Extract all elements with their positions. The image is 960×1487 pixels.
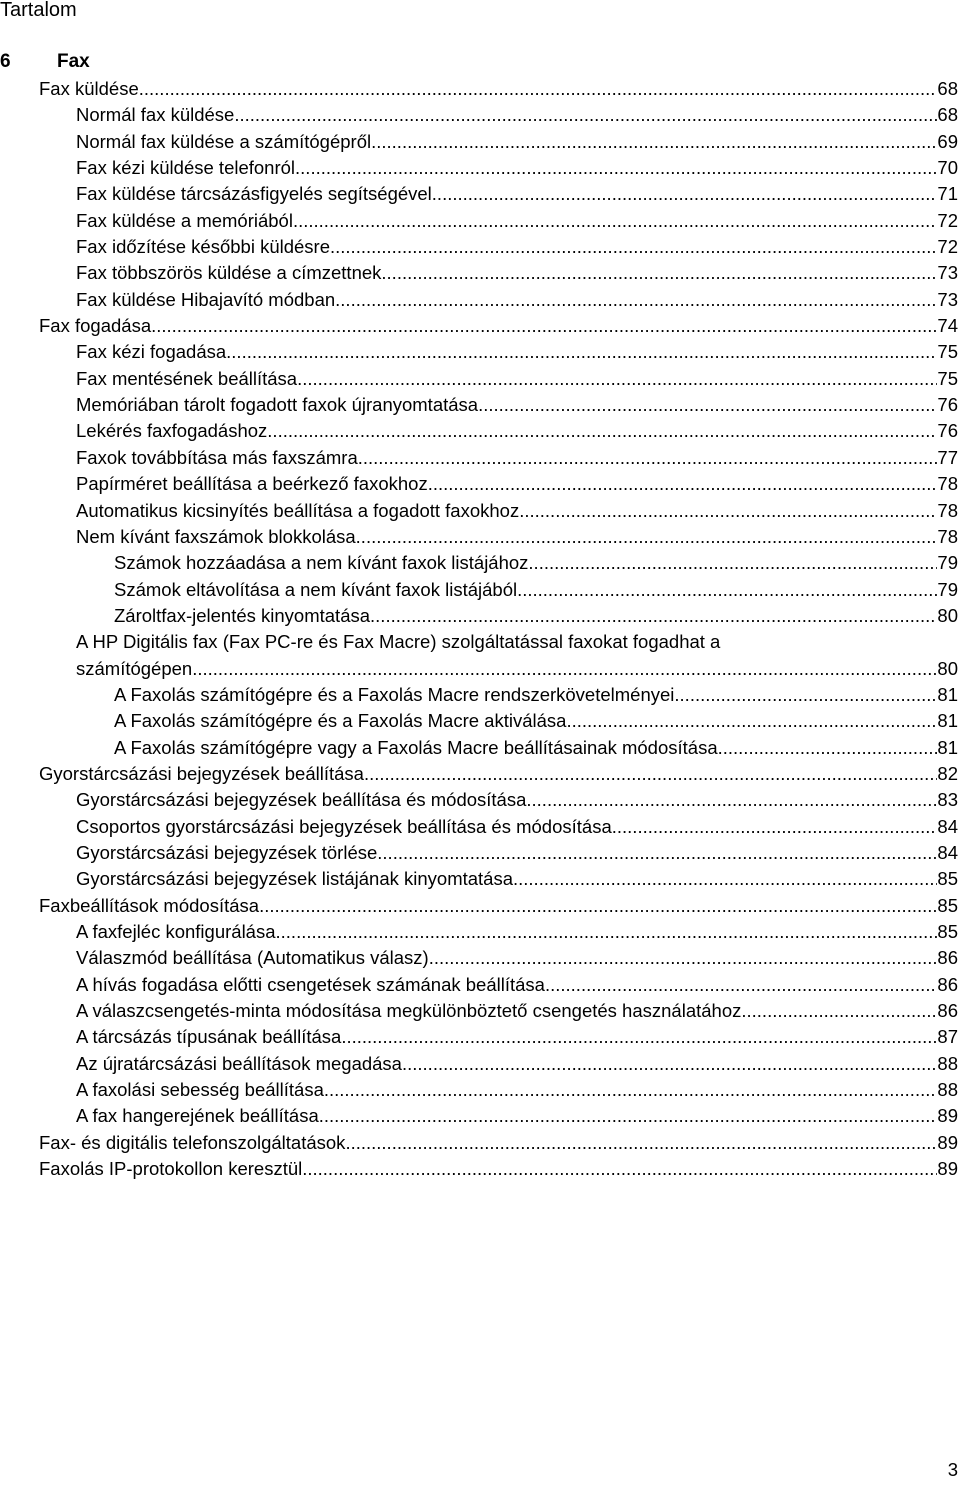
toc-entry-page: 81 [937,683,958,705]
toc-dot-leader [545,972,937,998]
toc-entry-title: Csoportos gyorstárcsázási bejegyzések beállítása és módosítása [76,815,612,837]
toc-entry[interactable] [0,1024,958,1050]
toc-entry-title: Gyorstárcsázási bejegyzések listájának kinyomtatása [76,868,513,890]
toc-entry-page: 72 [937,236,958,258]
toc-entry-title: Fax küldése [39,78,139,99]
toc-entry[interactable] [0,787,958,813]
toc-dot-leader [513,866,937,892]
toc-entry-page: 71 [937,183,958,205]
toc-entry-title: A HP Digitális fax (Fax PC-re és Fax Macre) szolgáltatással faxokat fogadhat a [76,631,721,653]
toc-dot-leader [381,260,937,286]
toc-entry-page: 86 [937,1000,958,1022]
toc-entry-title: Lekérés faxfogadáshoz [76,420,268,442]
toc-entry[interactable] [0,313,958,339]
toc-entry-page: 84 [937,841,958,863]
toc-entry[interactable] [0,656,958,682]
toc-dot-leader [371,129,937,155]
toc-entry-page: 79 [937,578,958,600]
toc-entry[interactable] [0,1130,958,1156]
toc-entry-page: 88 [937,1052,958,1074]
toc-dot-leader [267,418,937,444]
toc-dot-leader [526,787,937,813]
toc-dot-leader [718,735,938,761]
toc-entry[interactable] [0,1051,958,1077]
toc-entry-page: 83 [937,789,958,811]
toc-entry-title: Gyorstárcsázási bejegyzések beállítása [39,762,364,784]
toc-entry-title: Fax- és digitális telefonszolgáltatások [39,1131,346,1153]
toc-entry-title: A faxolási sebesség beállítása [76,1079,324,1101]
toc-entry-page: 89 [937,1131,958,1153]
toc-entry[interactable] [0,471,958,497]
toc-entry-page: 85 [937,894,958,916]
toc-entry[interactable] [0,577,958,603]
toc-entry-title: Faxbeállítások módosítása [39,894,260,916]
toc-entry-title: Fax többszörös küldése a címzettnek [76,262,382,284]
toc-entry-title: Válaszmód beállítása (Automatikus válasz) [76,947,429,969]
table-of-contents [0,76,958,1182]
toc-entry-title: Zároltfax-jelentés kinyomtatása [114,604,371,626]
toc-entry-title: A válaszcsengetés-minta módosítása megkülönböztető csengetés használatához [76,1000,742,1022]
toc-entry[interactable] [0,208,958,234]
toc-entry-page: 68 [937,104,958,126]
toc-entry[interactable] [0,708,958,734]
toc-entry[interactable] [0,155,958,181]
toc-dot-leader [341,1024,937,1050]
toc-entry-page: 80 [937,657,958,679]
toc-entry-title: Fax időzítése későbbi küldésre [76,236,330,258]
toc-entry-title: Faxok továbbítása más faxszámra [76,446,358,468]
toc-entry-title: Számok eltávolítása a nem kívánt faxok listájából [114,578,518,600]
toc-entry-page: 78 [937,525,958,547]
toc-entry[interactable] [0,893,958,919]
toc-dot-leader [377,840,937,866]
page-header-title: Tartalom [0,0,77,21]
toc-dot-leader [302,1156,937,1182]
toc-entry-title: A tárcsázás típusának beállítása [76,1026,342,1048]
toc-entry[interactable] [0,524,958,550]
toc-entry-title: A Faxolás számítógépre és a Faxolás Macre aktiválása [114,710,567,732]
toc-entry[interactable] [0,814,958,840]
toc-entry-page: 86 [937,947,958,969]
toc-dot-leader [566,708,937,734]
toc-dot-leader [519,498,937,524]
toc-entry-page: 86 [937,973,958,995]
toc-entry-page: 79 [937,552,958,574]
toc-entry-page: 85 [937,921,958,942]
toc-entry[interactable] [0,919,958,945]
toc-dot-leader [324,1077,938,1103]
toc-entry[interactable] [0,445,958,471]
toc-dot-leader [364,761,937,787]
toc-entry-title: A fax hangerejének beállítása [76,1105,319,1127]
toc-entry-page: 84 [937,815,958,837]
toc-entry-title: Fax mentésének beállítása [76,367,298,389]
toc-entry-title: Fax küldése tárcsázásfigyelés segítségével [76,183,432,205]
toc-entry-title: Fax kézi fogadása [76,341,227,363]
toc-entry-title: A Faxolás számítógépre vagy a Faxolás Macre beállításainak módosítása [114,736,718,758]
toc-dot-leader [674,682,937,708]
toc-entry-title: Faxolás IP-protokollon keresztül [39,1158,303,1180]
toc-entry-title: Az újratárcsázási beállítások megadása [76,1052,402,1074]
toc-dot-leader [226,339,937,365]
toc-dot-leader [358,445,938,471]
toc-entry[interactable] [0,866,958,892]
toc-dot-leader [356,524,938,550]
toc-entry[interactable] [0,945,958,971]
toc-entry-page: 81 [937,736,958,758]
toc-dot-leader [295,155,937,181]
toc-dot-leader [319,1103,938,1129]
toc-entry[interactable] [0,629,958,655]
toc-entry-title: Gyorstárcsázási bejegyzések törlése [76,841,378,863]
toc-dot-leader [428,471,938,497]
toc-entry[interactable] [0,234,958,260]
toc-entry-title: Fax küldése Hibajavító módban [76,288,336,310]
toc-dot-leader [259,893,937,919]
toc-dot-leader [370,603,937,629]
toc-entry-page: 78 [937,473,958,495]
toc-dot-leader [234,102,937,128]
toc-entry-title: A Faxolás számítógépre és a Faxolás Macre rendszerkövetelményei [114,683,675,705]
toc-entry-page: 72 [937,209,958,231]
toc-entry-title: Automatikus kicsinyítés beállítása a fogadott faxokhoz [76,499,520,521]
toc-entry-title: Papírméret beállítása a beérkező faxokhoz [76,473,428,495]
toc-entry-page: 75 [937,367,958,389]
toc-entry-page: 85 [937,868,958,890]
toc-dot-leader [429,945,938,971]
toc-entry[interactable] [0,972,958,998]
page-number: 3 [947,1459,958,1480]
toc-entry-page: 70 [937,157,958,179]
toc-entry[interactable] [0,418,958,444]
toc-entry[interactable] [0,392,958,418]
toc-entry-title: A faxfejléc konfigurálása [76,921,276,942]
toc-entry-page: 89 [937,1105,958,1127]
toc-entry-page: 81 [937,710,958,732]
toc-entry-page: 74 [937,315,958,337]
toc-dot-leader [528,550,937,576]
toc-entry[interactable] [0,735,958,761]
toc-entry-page: 78 [937,499,958,521]
toc-entry-page: 75 [937,341,958,363]
toc-entry-page: 68 [937,78,958,99]
toc-entry[interactable] [0,366,958,392]
toc-entry[interactable] [0,1077,958,1103]
toc-dot-leader [517,577,937,603]
toc-entry-title: Számok hozzáadása a nem kívánt faxok listájához [114,552,529,574]
toc-entry-page: 73 [937,262,958,284]
toc-entry-title: számítógépen [76,657,193,679]
toc-entry-title: Fax kézi küldése telefonról [76,157,296,179]
toc-entry-title: Normál fax küldése [76,104,235,126]
toc-entry-title: Fax küldése a memóriából [76,209,293,231]
toc-entry-page: 77 [937,446,958,468]
toc-entry-page: 73 [937,288,958,310]
toc-dot-leader [276,919,938,945]
toc-entry-page: 80 [937,604,958,626]
toc-entry[interactable] [0,603,958,629]
toc-entry-title: Fax fogadása [39,315,152,337]
toc-entry[interactable] [0,998,958,1024]
toc-dot-leader [741,998,937,1024]
toc-entry-page: 82 [937,762,958,784]
toc-dot-leader [330,234,937,260]
toc-entry-page: 76 [937,420,958,442]
toc-entry[interactable] [0,1156,958,1182]
toc-entry-page: 87 [937,1026,958,1048]
toc-entry-title: Nem kívánt faxszámok blokkolása [76,525,356,547]
toc-entry[interactable] [0,339,958,365]
toc-dot-leader [293,208,937,234]
toc-dot-leader [192,656,937,682]
toc-entry[interactable] [0,1103,958,1129]
toc-entry[interactable] [0,260,958,286]
toc-entry[interactable] [0,761,958,787]
toc-dot-leader [151,313,937,339]
toc-entry-page: 69 [937,130,958,152]
toc-entry[interactable] [0,181,958,207]
toc-entry-title: Memóriában tárolt fogadott faxok újranyomtatása [76,394,479,416]
toc-entry-title: A hívás fogadása előtti csengetések számának beállítása [76,973,545,995]
toc-entry[interactable] [0,76,958,102]
chapter-title: Fax [57,51,90,72]
toc-dot-leader [612,814,938,840]
toc-entry[interactable] [0,129,958,155]
toc-dot-leader [402,1051,937,1077]
toc-entry[interactable] [0,498,958,524]
toc-dot-leader [139,76,938,102]
toc-entry-page: 88 [937,1079,958,1101]
toc-dot-leader [432,181,938,207]
chapter-heading [0,50,90,74]
chapter-number: 6 [0,51,11,72]
toc-entry[interactable] [0,287,958,313]
toc-entry-page: 76 [937,394,958,416]
toc-entry-title: Normál fax küldése a számítógépről [76,130,372,152]
toc-entry-page: 89 [937,1158,958,1180]
toc-dot-leader [297,366,937,392]
toc-dot-leader [345,1130,937,1156]
toc-entry-title: Gyorstárcsázási bejegyzések beállítása és módosítása [76,789,527,811]
toc-dot-leader [478,392,937,418]
toc-entry[interactable] [0,840,958,866]
toc-dot-leader [335,287,937,313]
toc-entry[interactable] [0,102,958,128]
toc-entry[interactable] [0,682,958,708]
toc-entry[interactable] [0,550,958,576]
